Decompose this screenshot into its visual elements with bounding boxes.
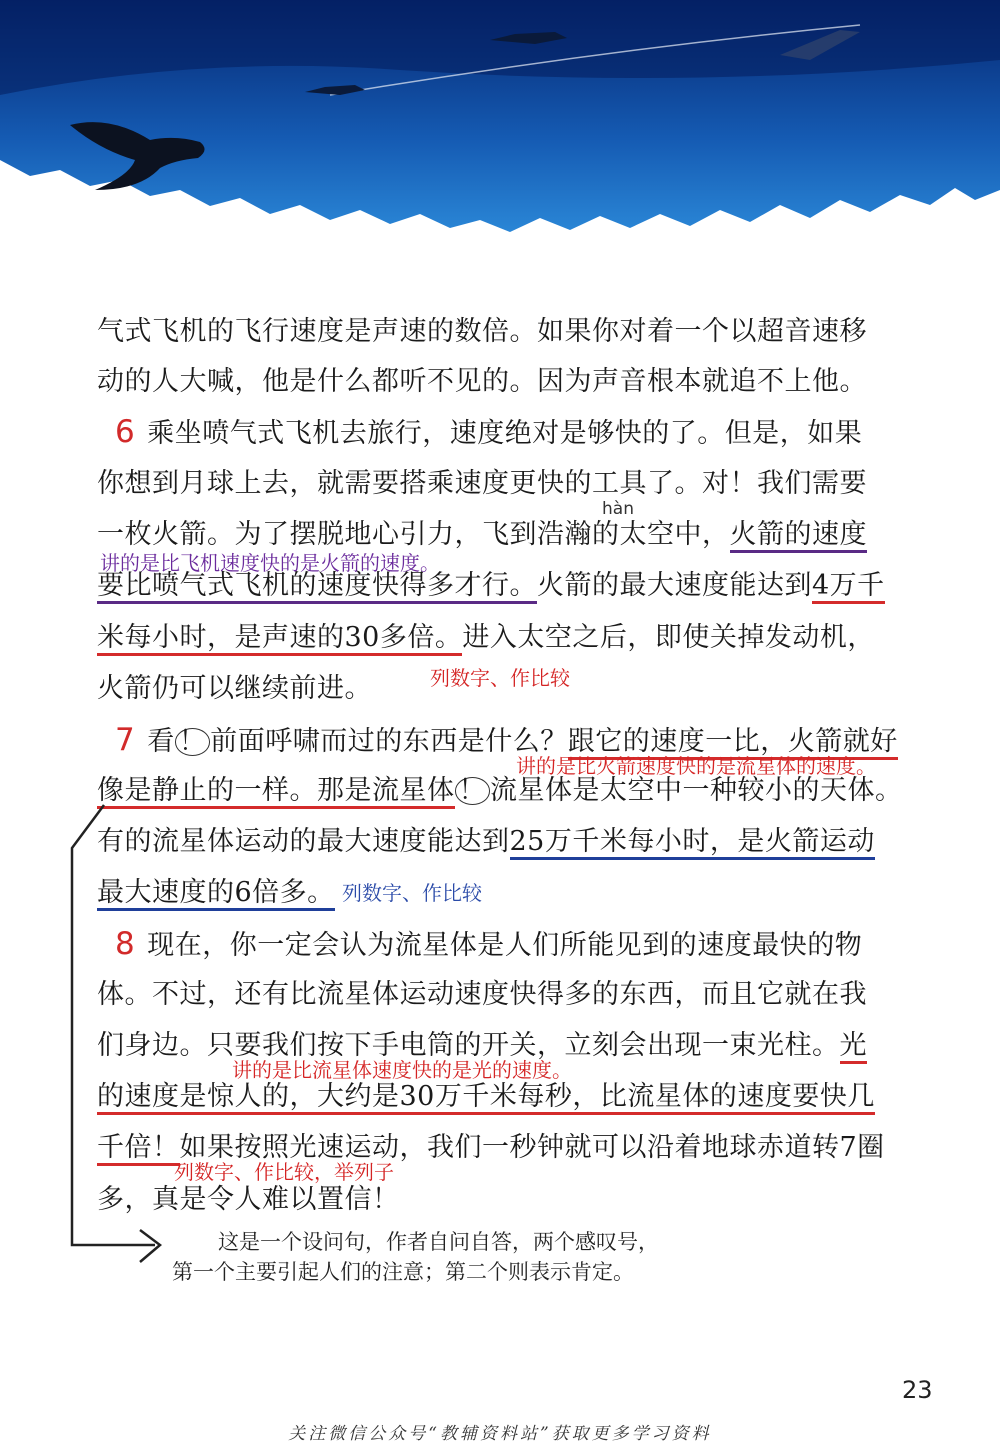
margin-note: 这是一个设问句，作者自问自答，两个感叹号， <box>218 1230 659 1254</box>
text-line: 动的人大喊，他是什么都听不见的。因为声音根本就追不上他。 <box>97 366 867 397</box>
underlined-phrase: 跟它的速度一比，火箭就好 <box>568 726 898 760</box>
circled-exclamation: ！ <box>455 777 491 805</box>
underlined-phrase: 千倍！ <box>97 1132 180 1166</box>
pinyin-annotation: hàn <box>602 499 634 519</box>
footer-watermark: 关注微信公众号“教辅资料站”获取更多学习资料 <box>288 1424 712 1444</box>
paragraph-8-line: 8 现在，你一定会认为流星体是人们所能见到的速度最快的物 <box>115 926 863 962</box>
underlined-phrase: 像是静止的一样。那是流星体 <box>97 775 455 809</box>
text-line: 像是静止的一样。那是流星体 ！ 流星体是太空中一种较小的天体。 <box>97 775 903 807</box>
margin-note: 讲的是比飞机速度快的是火箭的速度。 <box>100 551 440 575</box>
text-line: 们身边。只要我们按下手电筒的开关，立刻会出现一束光柱。光 <box>97 1030 867 1062</box>
text-line: 你想到月球上去，就需要搭乘速度更快的工具了。对！我们需要 <box>97 468 867 499</box>
paragraph-number: 7 <box>115 722 136 758</box>
page-number: 23 <box>902 1376 933 1404</box>
paragraph-number: 8 <box>115 926 136 962</box>
circled-exclamation: ！ <box>175 728 211 756</box>
underlined-phrase: 4万千 <box>812 570 885 604</box>
text-line: 多，真是令人难以置信！ <box>97 1184 400 1215</box>
text-line: 火箭仍可以继续前进。 <box>97 673 372 704</box>
underlined-phrase: 的速度是惊人的，大约是30万千米每秒，比流星体的速度要快几 <box>97 1081 875 1115</box>
margin-note: 列数字、作比较 <box>342 881 482 905</box>
annotation-arrow <box>60 800 180 1280</box>
paragraph-6-line: 6 乘坐喷气式飞机去旅行，速度绝对是够快的了。但是，如果 <box>115 414 863 450</box>
margin-note: 讲的是比流星体速度快的是光的速度。 <box>232 1058 572 1082</box>
text-line: 一枚火箭。为了摆脱地心引力，飞到浩瀚的太空中，火箭的速度 <box>97 519 867 551</box>
paragraph-7-line: 7 看 ！ 前面呼啸而过的东西是什么？跟它的速度一比，火箭就好 <box>115 722 898 758</box>
underlined-phrase: 米每小时，是声速的30多倍。 <box>97 622 462 656</box>
margin-note: 讲的是比火箭速度快的是流星体的速度。 <box>516 754 876 778</box>
text-line: 体。不过，还有比流星体运动速度快得多的东西，而且它就在我 <box>97 979 867 1010</box>
margin-note: 列数字、作比较 <box>430 666 570 690</box>
margin-note: 第一个主要引起人们的注意；第二个则表示肯定。 <box>172 1260 634 1284</box>
paragraph-number: 6 <box>115 414 136 450</box>
underlined-phrase: 25万千米每小时，是火箭运动 <box>510 826 875 860</box>
margin-note: 列数字、作比较，举列子 <box>174 1160 394 1184</box>
text-line: 要比喷气式飞机的速度快得多才行。火箭的最大速度能达到4万千 <box>97 570 885 602</box>
underlined-phrase: 光 <box>840 1030 868 1064</box>
text-line <box>97 1081 875 1113</box>
underlined-phrase: 最大速度的6倍多。 <box>97 877 335 911</box>
underlined-phrase: 火箭的速度 <box>730 519 868 553</box>
sky-banner-image <box>0 0 1000 240</box>
text-line: 米每小时，是声速的30多倍。进入太空之后，即使关掉发动机， <box>97 622 875 654</box>
underlined-phrase: 要比喷气式飞机的速度快得多才行。 <box>97 570 537 604</box>
text-line: 气式飞机的飞行速度是声速的数倍。如果你对着一个以超音速移 <box>97 316 867 347</box>
text-line: 千倍！如果按照光速运动，我们一秒钟就可以沿着地球赤道转7圈 <box>97 1132 885 1164</box>
text-line: 有的流星体运动的最大速度能达到25万千米每小时，是火箭运动 <box>97 826 875 858</box>
